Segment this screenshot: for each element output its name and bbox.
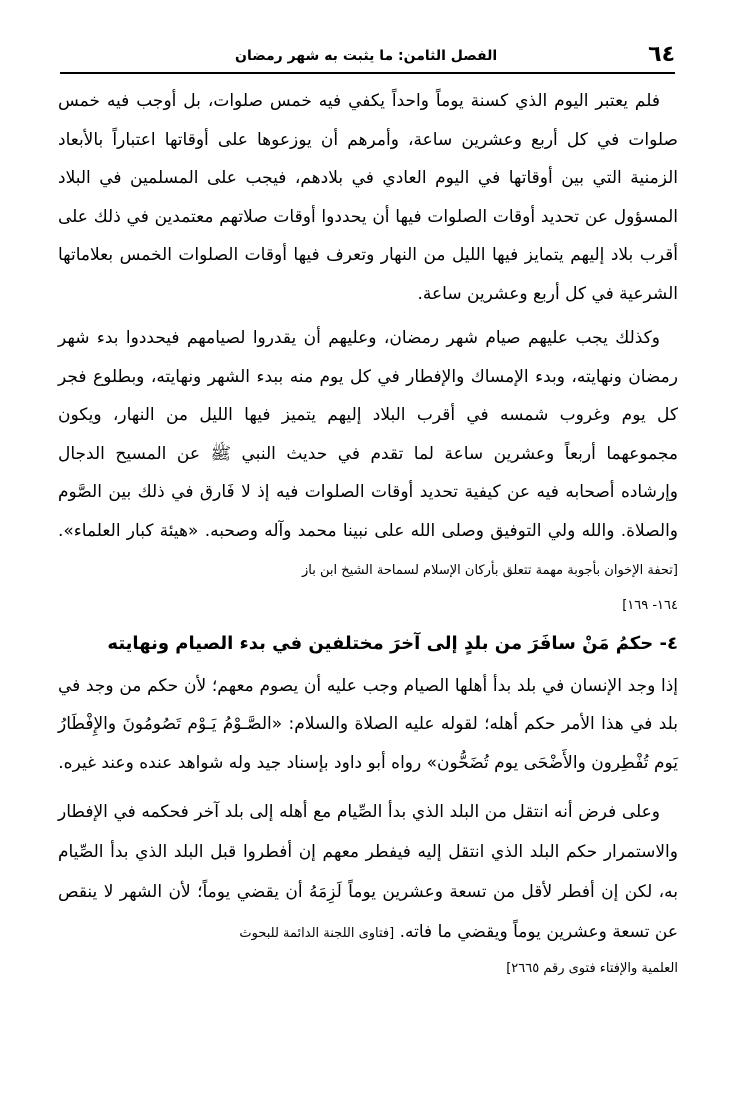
page-header — [60, 42, 675, 72]
paragraph-4 — [58, 792, 678, 954]
page-body — [58, 82, 678, 984]
section-heading: ٤- حكمُ مَنْ سافَرَ من بلدٍ إلى آخرَ مختلفين في بدء الصيام ونهايته — [107, 632, 678, 654]
paragraph-4-citation-end: العلمية والإفتاء فتوى رقم ٢٦٦٥] — [506, 961, 678, 976]
page-number: ٦٤ — [648, 42, 675, 67]
running-title: الفصل الثامن: ما يثبت به شهر رمضان — [235, 48, 498, 64]
paragraph-2 — [58, 319, 678, 591]
paragraph-4-text: وعلى فرض أنه انتقل من البلد الذي بدأ الصِّيام مع أهله إلى بلد آخر فحكمه في الإفطار والاستمرار حكم البلد الذي انتقل إليه فيفطر معهم إن أفطروا قبل البلد الذي بدأ الصِّيام به، لكن إن أفطر لأقل من تسعة وعشرين يوماً لَزِمَهُ أن يقضي يوماً؛ لأن الشهر لا ينقص عن تسعة وعشرين يوماً ويقضي ما فاته. — [58, 802, 678, 942]
paragraph-3: إذا وجد الإنسان في بلد بدأ أهلها الصيام وجب عليه أن يصوم معهم؛ لأن حكم من وجد في بلد في هذا الأمر حكم أهله؛ لقوله عليه الصلاة والسلام: «الصَّـوْمُ يَـوْم تَصُومُونَ والإِفْطَارُ يَوم تُفْطِرون والأَضْحَى يوم تُضَحُّون» رواه أبو داود بإسناد جيد وله شواهد عنده وعند غيره. — [58, 675, 678, 773]
paragraph-4-citation: [فتاوى اللجنة الدائمة للبحوث — [239, 926, 395, 941]
paragraph-1: فلم يعتبر اليوم الذي كسنة يوماً واحداً يكفي فيه خمس صلوات، بل أوجب فيه خمس صلوات في كل أربع وعشرين ساعة، وأمرهم أن يوزعوها على أوقاتها اعتباراً بالأبعاد الزمنية التي بين أوقاتها في اليوم العادي في بلادهم، فيجب على المسلمين في البلاد المسؤول عن تحديد أوقات الصلوات فيها أن يحددوا أوقات صلاتهم معتمدين في ذلك على أقرب بلاد إليهم يتمايز فيها الليل من النهار وتعرف فيها أوقات الصلوات الخمس بعلاماتها الشرعية في كل أربع وعشرين ساعة. — [58, 91, 678, 304]
paragraph-2-citation-end: ١٦٤- ١٦٩] — [622, 597, 678, 613]
header-rule — [60, 72, 675, 74]
paragraph-2-text: وكذلك يجب عليهم صيام شهر رمضان، وعليهم أن يقدروا لصيامهم فيحددوا بدء شهر رمضان ونهايته، وبدء الإمساك والإفطار في كل يوم منه ببدء الشهر ونهايته، وبطلوع فجر كل يوم وغروب شمسه في أقرب البلاد إليهم يتميز فيها الليل من النهار، ويكون مجموعهما أربعاً وعشرين ساعة لما تقدم في حديث النبي ﷺ عن المسيح الدجال وإرشاده أصحابه فيه عن كيفية تحديد أوقات الصلوات فيه إذ لا فَارق في ذلك بين الصَّوم والصلاة. والله ولي التوفيق وصلى الله على نبينا محمد وآله وصحبه. «هيئة كبار العلماء». — [58, 328, 678, 541]
paragraph-2-citation: [تحفة الإخوان بأجوبة مهمة تتعلق بأركان الإسلام لسماحة الشيخ ابن باز — [302, 563, 678, 578]
